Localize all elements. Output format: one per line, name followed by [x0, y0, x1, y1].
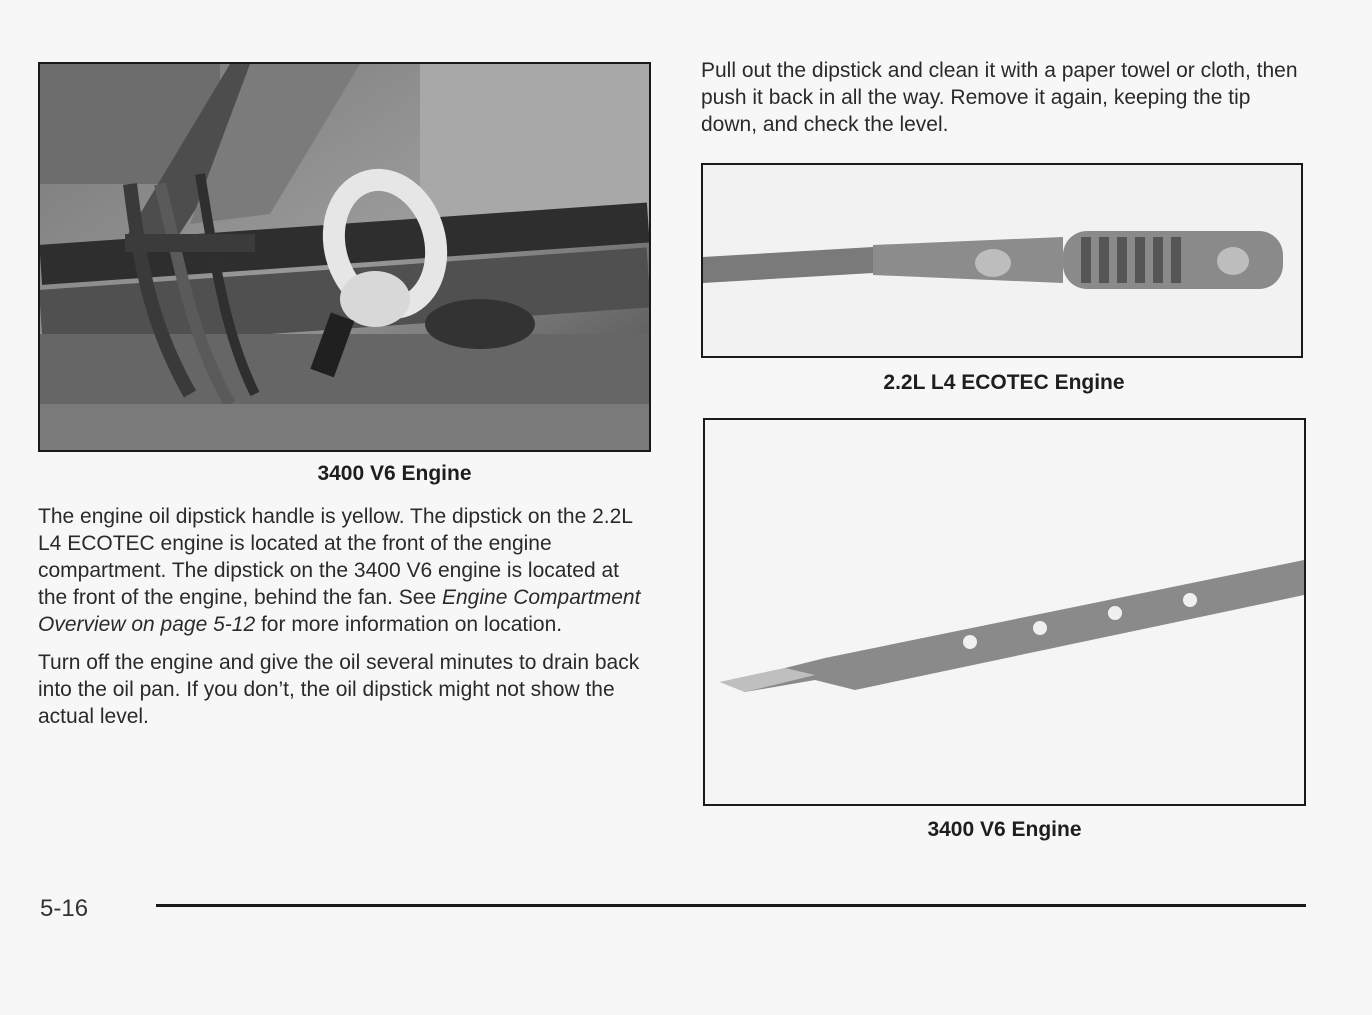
engine-photo-3400-v6	[38, 62, 651, 452]
paragraph-turn-off-engine: Turn off the engine and give the oil several minutes to drain back into the oil pan. If you don’t, the oil dipstick might not show the actual level.	[38, 651, 640, 728]
dipstick-photo-3400-v6	[703, 418, 1306, 806]
page-number: 5-16	[40, 895, 89, 922]
dipstick-photo-ecotec	[701, 163, 1303, 358]
paragraph-dipstick-location: The engine oil dipstick handle is yellow. The dipstick on the 2.2L L4 ECOTEC engine is located at the front of the engine compartment. The dipstick on the 3400 V6 engine is located at the front of the engine, behind the fan. See Engine Compartment Overview on page 5-12 for more information on location.	[38, 505, 641, 636]
right-photo1-caption: 2.2L L4 ECOTEC Engine	[883, 371, 1125, 394]
footer-divider	[156, 904, 1306, 907]
left-body-text	[38, 503, 650, 741]
engine-compartment-overview-link[interactable]: Engine Compartment Overview on page 5-12	[38, 586, 641, 636]
right-photo2-caption: 3400 V6 Engine	[927, 818, 1082, 841]
right-body-text	[701, 57, 1311, 149]
left-photo-caption: 3400 V6 Engine	[317, 462, 472, 485]
paragraph-pull-out-dipstick: Pull out the dipstick and clean it with a paper towel or cloth, then push it back in all the way. Remove it again, keeping the tip down, and check the level.	[701, 59, 1298, 136]
